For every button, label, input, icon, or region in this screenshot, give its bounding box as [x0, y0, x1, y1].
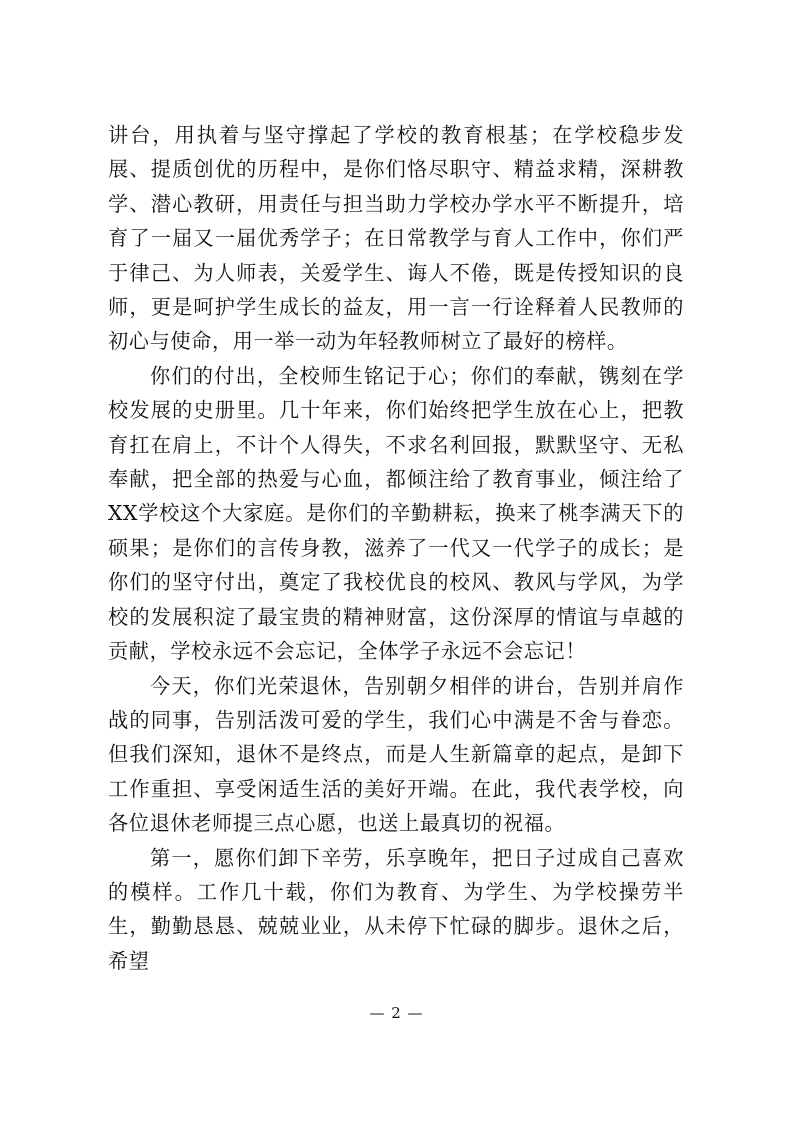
paragraph-continued: 讲台，用执着与坚守撑起了学校的教育根基；在学校稳步发展、提质创优的历程中，是你们恪尽职守、精益求精，深耕教学、潜心教研，用责任与担当助力学校办学水平不断提升，培育了一届又一届优秀学子；在日常教学与育人工作中，你们严于律己、为人师表，关爱学生、诲人不倦，既是传授知识的良师，更是呵护学生成长的益友，用一言一行诠释着人民教师的初心与使命，用一举一动为年轻教师树立了最好的榜样。 — [108, 123, 684, 354]
paragraph: 今天，你们光荣退休，告别朝夕相伴的讲台，告别并肩作战的同事，告别活泼可爱的学生，我们心中满是不舍与眷恋。但我们深知，退休不是终点，而是人生新篇章的起点，是卸下工作重担、享受闲适生活的美好开端。在此，我代表学校，向各位退休老师提三点心愿，也送上最真切的祝福。 — [108, 673, 684, 836]
document-body — [108, 118, 684, 978]
paragraph: 第一，愿你们卸下辛劳，乐享晚年，把日子过成自己喜欢的模样。工作几十载，你们为教育、为学生、为学校操劳半生，勤勤恳恳、兢兢业业，从未停下忙碌的脚步。退休之后，希望 — [108, 845, 684, 973]
paragraph: 你们的付出，全校师生铭记于心；你们的奉献，镌刻在学校发展的史册里。几十年来，你们始终把学生放在心上，把教育扛在肩上，不计个人得失，不求名利回报，默默坚守、无私奉献，把全部的热爱与心血，都倾注给了教育事业，倾注给了XX学校这个大家庭。是你们的辛勤耕耘，换来了桃李满天下的硕果；是你们的言传身教，滋养了一代又一代学子的成长；是你们的坚守付出，奠定了我校优良的校风、教风与学风，为学校的发展积淀了最宝贵的精神财富，这份深厚的情谊与卓越的贡献，学校永远不会忘记，全体学子永远不会忘记！ — [108, 363, 684, 664]
page-number: — 2 — — [369, 1004, 424, 1022]
